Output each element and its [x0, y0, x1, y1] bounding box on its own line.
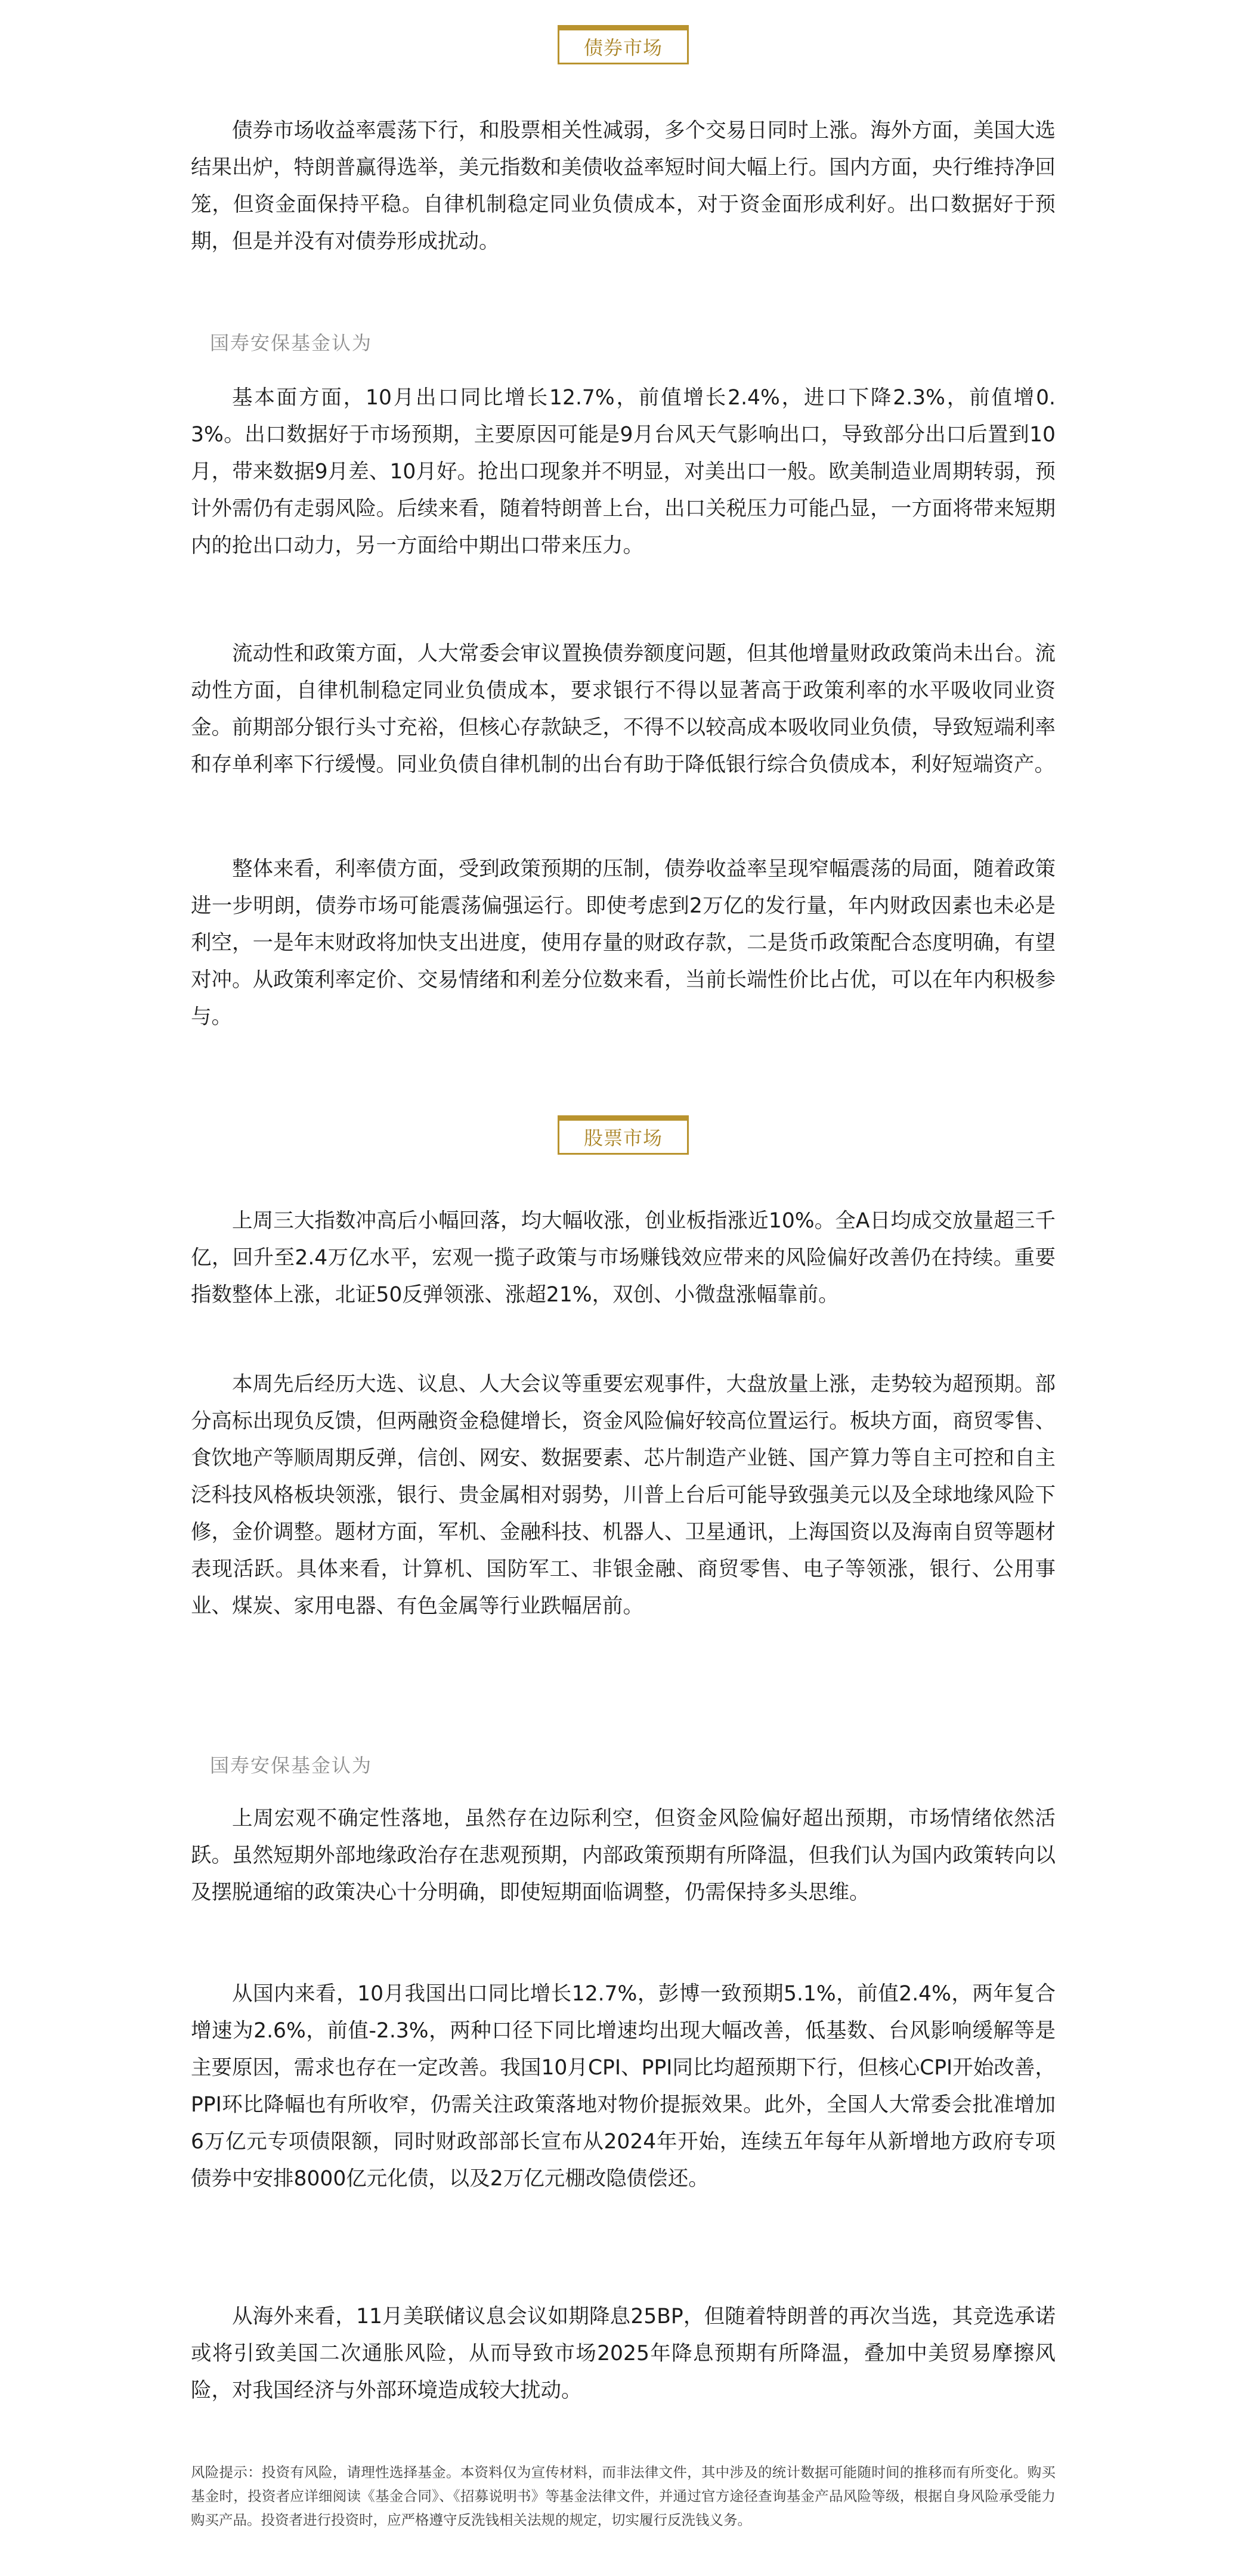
bond-source-label: 国寿安保基金认为 — [210, 332, 373, 354]
bond-market-badge-label: 债券市场 — [583, 36, 663, 59]
bond-fundamentals-paragraph: 基本面方面，10月出口同比增长12.7%，前值增长2.4%，进口下降2.3%，前值增0.3%。出口数据好于市场预期，主要原因可能是9月台风天气影响出口，导致部分出口后置到10月，带来数据9月差、10月好。抢出口现象并不明显，对美出口一般。欧美制造业周期转弱，预计外需仍有走弱风险。后续来看，随着特朗普上台，出口关税压力可能凸显，一方面将带来短期内的抢出口动力，另一方面给中期出口带来压力。 — [191, 386, 1056, 558]
stock-intro-paragraph-1: 上周三大指数冲高后小幅回落，均大幅收涨，创业板指涨近10%。全A日均成交放量超三千亿，回升至2.4万亿水平，宏观一揽子政策与市场赚钱效应带来的风险偏好改善仍在持续。重要指数整体上涨，北证50反弹领涨、涨超21%，双创、小微盘涨幅靠前。 — [191, 1209, 1056, 1307]
bond-overall-paragraph: 整体来看，利率债方面，受到政策预期的压制，债券收益率呈现窄幅震荡的局面，随着政策进一步明朗，债券市场可能震荡偏强运行。即使考虑到2万亿的发行量，年内财政因素也未必是利空，一是年末财政将加快支出进度，使用存量的财政存款，二是货币政策配合态度明确，有望对冲。从政策利率定价、交易情绪和利差分位数来看，当前长端性价比占优，可以在年内积极参与。 — [191, 857, 1056, 1029]
stock-source-label: 国寿安保基金认为 — [210, 1754, 373, 1777]
bond-intro-paragraph: 债券市场收益率震荡下行，和股票相关性减弱，多个交易日同时上涨。海外方面，美国大选结果出炉，特朗普赢得选举，美元指数和美债收益率短时间大幅上行。国内方面，央行维持净回笼，但资金面保持平稳。自律机制稳定同业负债成本，对于资金面形成利好。出口数据好于预期，但是并没有对债券形成扰动。 — [191, 119, 1056, 253]
bond-liquidity-paragraph: 流动性和政策方面，人大常委会审议置换债券额度问题，但其他增量财政政策尚未出台。流动性方面，自律机制稳定同业负债成本，要求银行不得以显著高于政策利率的水平吸收同业资金。前期部分银行头寸充裕，但核心存款缺乏，不得不以较高成本吸收同业负债，导致短端利率和存单利率下行缓慢。同业负债自律机制的出台有助于降低银行综合负债成本，利好短端资产。 — [191, 642, 1056, 777]
risk-notice: 风险提示：投资有风险，请理性选择基金。本资料仅为宣传材料，而非法律文件，其中涉及的统计数据可能随时间的推移而有所变化。购买基金时，投资者应详细阅读《基金合同》、《招募说明书》等基金法律文件，并通过官方途径查询基金产品风险等级，根据自身风险承受能力购买产品。投资者进行投资时，应严格遵守反洗钱相关法规的规定，切实履行反洗钱义务。 — [191, 2464, 1056, 2528]
stock-market-badge — [558, 1115, 689, 1155]
stock-overseas-paragraph: 从海外来看，11月美联储议息会议如期降息25BP，但随着特朗普的再次当选，其竞选承诺或将引致美国二次通胀风险，从而导致市场2025年降息预期有所降温，叠加中美贸易摩擦风险，对我国经济与外部环境造成较大扰动。 — [191, 2305, 1056, 2402]
stock-market-badge-label: 股票市场 — [583, 1127, 663, 1149]
stock-outlook-paragraph: 上周宏观不确定性落地，虽然存在边际利空，但资金风险偏好超出预期，市场情绪依然活跃。虽然短期外部地缘政治存在悲观预期，内部政策预期有所降温，但我们认为国内政策转向以及摆脱通缩的政策决心十分明确，即使短期面临调整，仍需保持多头思维。 — [191, 1807, 1056, 1904]
stock-intro-paragraph-2: 本周先后经历大选、议息、人大会议等重要宏观事件，大盘放量上涨，走势较为超预期。部分高标出现负反馈，但两融资金稳健增长，资金风险偏好较高位置运行。板块方面，商贸零售、食饮地产等顺周期反弹，信创、网安、数据要素、芯片制造产业链、国产算力等自主可控和自主泛科技风格板块领涨，银行、贵金属相对弱势，川普上台后可能导致强美元以及全球地缘风险下修，金价调整。题材方面，军机、金融科技、机器人、卫星通讯，上海国资以及海南自贸等题材表现活跃。具体来看，计算机、国防军工、非银金融、商贸零售、电子等领涨，银行、公用事业、煤炭、家用电器、有色金属等行业跌幅居前。 — [191, 1372, 1056, 1618]
bond-market-badge — [558, 25, 689, 64]
stock-domestic-paragraph: 从国内来看，10月我国出口同比增长12.7%，彭博一致预期5.1%，前值2.4%，两年复合增速为2.6%，前值-2.3%，两种口径下同比增速均出现大幅改善，低基数、台风影响缓解等是主要原因，需求也存在一定改善。我国10月CPI、PPI同比均超预期下行，但核心CPI开始改善，PPI环比降幅也有所收窄，仍需关注政策落地对物价提振效果。此外，全国人大常委会批准增加6万亿元专项债限额，同时财政部部长宣布从2024年开始，连续五年每年从新增地方政府专项债券中安排8000亿元化债，以及2万亿元棚改隐债偿还。 — [191, 1982, 1056, 2191]
